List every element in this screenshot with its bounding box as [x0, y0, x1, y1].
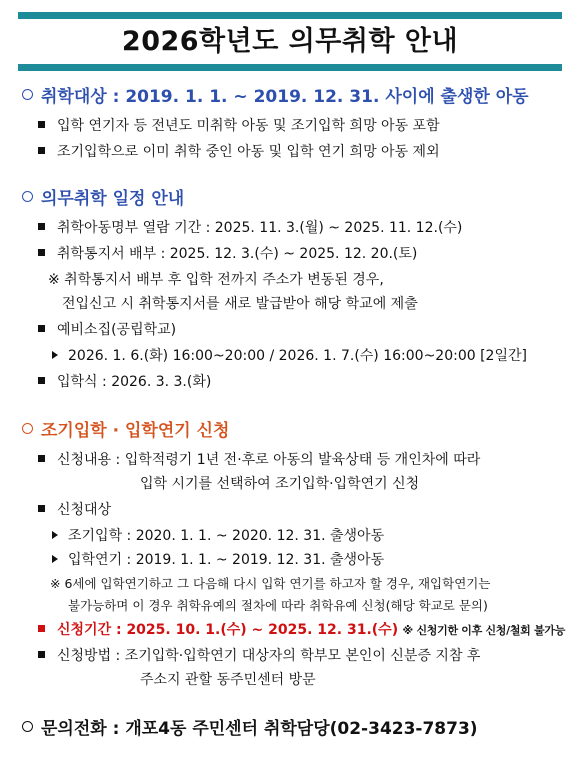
contact-text: 문의전화 : 개포4동 주민센터 취학담당(02-3423-7873) — [41, 719, 478, 739]
note-line: ※ 6세에 입학연기하고 그 다음해 다시 입학 연기를 하고자 할 경우, 재입학연기는 — [50, 576, 491, 591]
sub-list-item-text: 입학연기 : 2019. 1. 1. ~ 2019. 12. 31. 출생아동 — [68, 552, 385, 568]
list-item — [38, 320, 176, 340]
list-item-text: 조기입학으로 이미 취학 중인 아동 및 입학 연기 희망 아동 제외 — [57, 144, 440, 160]
list-item — [38, 142, 440, 162]
triangle-bullet-icon — [52, 351, 58, 359]
list-item — [38, 646, 480, 666]
section-application-heading — [22, 420, 229, 442]
note-line: 전입신고 시 취학통지서를 새로 발급받아 해당 학교에 제출 — [62, 296, 418, 312]
list-item-period — [38, 620, 565, 641]
list-item — [38, 450, 480, 470]
sub-list-item — [52, 346, 527, 366]
list-item-text: 신청대상 — [57, 502, 112, 518]
circle-bullet-icon — [22, 89, 33, 100]
period-note: ※ 신청기한 이후 신청/철회 불가능 — [402, 624, 566, 637]
list-item — [38, 218, 462, 238]
list-item-continuation: 입학 시기를 선택하여 조기입학·입학연기 신청 — [140, 476, 420, 492]
circle-bullet-icon — [22, 721, 33, 732]
contact-line — [22, 718, 478, 740]
list-item-text: 예비소집(공립학교) — [57, 322, 177, 338]
section-application-heading-text: 조기입학 · 입학연기 신청 — [41, 421, 230, 441]
note-line: ※ 취학통지서 배부 후 입학 전까지 주소가 변동된 경우, — [48, 272, 384, 288]
list-item — [38, 116, 440, 136]
list-item-text: 입학식 : 2026. 3. 3.(화) — [57, 374, 212, 390]
list-item-text: 신청내용 : 입학적령기 1년 전·후로 아동의 발육상태 등 개인차에 따라 — [57, 452, 481, 468]
sub-list-item — [52, 526, 384, 546]
sub-list-item-text: 조기입학 : 2020. 1. 1. ~ 2020. 12. 31. 출생아동 — [68, 528, 385, 544]
square-bullet-icon — [38, 455, 45, 462]
square-bullet-icon — [38, 249, 45, 256]
list-item — [38, 372, 211, 392]
list-item-text: 취학통지서 배부 : 2025. 12. 3.(수) ~ 2025. 12. 20.(토) — [57, 246, 418, 262]
list-item-text: 입학 연기자 등 전년도 미취학 아동 및 조기입학 희망 아동 포함 — [57, 118, 440, 134]
square-bullet-icon — [38, 325, 45, 332]
circle-bullet-icon — [22, 191, 33, 202]
square-bullet-icon — [38, 147, 45, 154]
section-schedule-heading — [22, 188, 184, 210]
list-item-continuation: 주소지 관할 동주민센터 방문 — [140, 672, 316, 688]
section-target-heading — [22, 86, 529, 108]
page-title: 2026학년도 의무취학 안내 — [121, 26, 459, 57]
sub-list-item — [52, 550, 384, 570]
title-bottom-bar — [18, 64, 562, 71]
title-top-bar — [18, 12, 562, 19]
list-item-text: 취학아동명부 열람 기간 : 2025. 11. 3.(월) ~ 2025. 11. 12.(수) — [57, 220, 463, 236]
circle-bullet-icon — [22, 423, 33, 434]
list-item-text: 신청방법 : 조기입학·입학연기 대상자의 학부모 본인이 신분증 지참 후 — [57, 648, 481, 664]
list-item — [38, 244, 417, 264]
square-bullet-icon — [38, 377, 45, 384]
square-bullet-icon — [38, 625, 45, 632]
square-bullet-icon — [38, 651, 45, 658]
note-line: 불가능하며 이 경우 취학유예의 절차에 따라 취학유예 신청(해당 학교로 문의) — [68, 598, 488, 613]
section-target-heading-text: 취학대상 : 2019. 1. 1. ~ 2019. 12. 31. 사이에 출생한 아동 — [41, 87, 529, 107]
square-bullet-icon — [38, 505, 45, 512]
square-bullet-icon — [38, 121, 45, 128]
section-schedule-heading-text: 의무취학 일정 안내 — [41, 189, 185, 209]
triangle-bullet-icon — [52, 531, 58, 539]
triangle-bullet-icon — [52, 555, 58, 563]
square-bullet-icon — [38, 223, 45, 230]
list-item — [38, 500, 111, 520]
sub-list-item-text: 2026. 1. 6.(화) 16:00~20:00 / 2026. 1. 7.(수) 16:00~20:00 [2일간] — [68, 348, 527, 364]
period-text: 신청기간 : 2025. 10. 1.(수) ~ 2025. 12. 31.(수) — [57, 622, 399, 638]
